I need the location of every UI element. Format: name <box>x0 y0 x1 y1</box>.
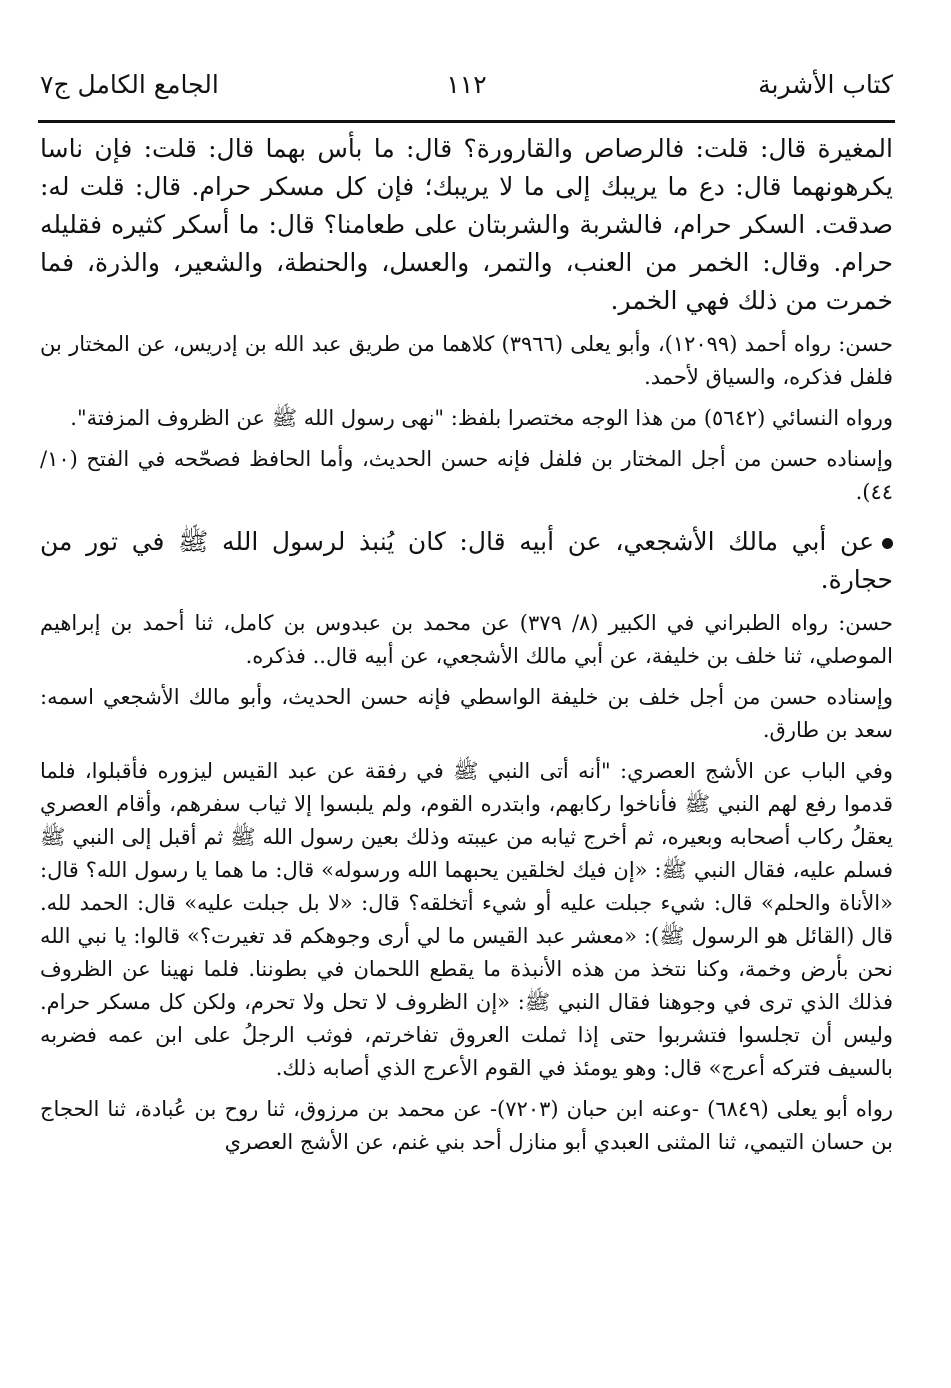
takhrij-paragraph: رواه أبو يعلى (٦٨٤٩) -وعنه ابن حبان (٧٢٠٣)- عن محمد بن مرزوق، ثنا روح بن عُبادة، ثنا الحجاج بن حسان التيمي، ثنا المثنى العبدي أبو منازل أحد بني غنم، عن الأشج العصري <box>40 1097 894 1154</box>
header-rule <box>38 120 895 123</box>
main-text-paragraph: المغيرة قال: قلت: فالرصاص والقارورة؟ قال: ما بأس بهما قال: قلت: فإن ناسا يكرهونهما قال: دع ما يريبك إلى ما لا يريبك؛ فإن كل مسكر حرام. قال: قلت له: صدقت. السكر حرام، فالشربة والشربتان على طعامنا؟ قال: ما أسكر كثيره فقليله حرام. وقال: الخمر من العنب، والتمر، والعسل، والحنطة، والشعير، والذرة، فما خمرت من ذلك فهي الخمر. <box>40 134 893 315</box>
header-book-title: كتاب الأشربة <box>758 70 893 99</box>
takhrij-paragraph: وإسناده حسن من أجل المختار بن فلفل فإنه حسن الحديث، وأما الحافظ فصحّحه في الفتح (١٠/ ٤٤). <box>40 447 893 504</box>
takhrij-paragraph: حسن: رواه أحمد (١٢٠٩٩)، وأبو يعلى (٣٩٦٦) كلاهما من طريق عبد الله بن إدريس، عن المختار بن فلفل فذكره، والسياق لأحمد. <box>40 332 894 389</box>
takhrij-paragraph: وإسناده حسن من أجل خلف بن خليفة الواسطي فإنه حسن الحديث، وأبو مالك الأشجعي اسمه: سعد بن طارق. <box>40 685 893 742</box>
page-body <box>40 130 893 1159</box>
chapter-note-paragraph: وفي الباب عن الأشج العصري: "أنه أتى النبي ﷺ في رفقة عن عبد القيس ليزوره فأقبلوا، فلما قدموا رفع لهم النبي ﷺ فأناخوا ركابهم، وابتدره القوم، ولم يلبسوا إلا ثياب سفرهم، وأقام العصري يعقلُ ركاب أصحابه وبعيره، ثم أخرج ثيابه من عيبته وذلك بعين رسول الله ﷺ ثم أقبل إلى النبي ﷺ فسلم عليه، فقال النبي ﷺ: «إن فيك لخلقين يحبهما الله ورسوله» قال: ما هما يا رسول الله؟ قال: «الأناة والحلم» قال: شيء جبلت عليه أو شيء أتخلقه؟ قال: «لا بل جبلت عليه» قال: الحمد لله. قال (القائل هو الرسول ﷺ): «معشر عبد القيس ما لي أرى وجوهكم قد تغيرت؟» قالوا: يا نبي الله نحن بأرض وخمة، وكنا نتخذ من هذه الأنبذة ما يقطع اللحمان في بطوننا. فلما نهينا عن الظروف فذلك الذي ترى في وجوهنا فقال النبي ﷺ: «إن الظروف لا تحل ولا تحرم، ولكن كل مسكر حرام. وليس أن تجلسوا فتشربوا حتى إذا ثملت العروق تفاخرتم، فوثب الرجلُ على ابن عمه فضربه بالسيف فتركه أعرج» قال: وهو يومئذ في القوم الأعرج الذي أصابه ذلك. <box>40 759 893 1080</box>
bullet-icon <box>882 538 893 549</box>
header-volume-title: الجامع الكامل ج٧ <box>40 70 219 99</box>
takhrij-paragraph: حسن: رواه الطبراني في الكبير (٨/ ٣٧٩) عن محمد بن عبدوس بن كامل، ثنا أحمد بن إبراهيم الموصلي، ثنا خلف بن خليفة، عن أبي مالك الأشجعي، عن أبيه قال.. فذكره. <box>40 611 893 668</box>
takhrij-paragraph: ورواه النسائي (٥٦٤٢) من هذا الوجه مختصرا بلفظ: "نهى رسول الله ﷺ عن الظروف المزفتة". <box>70 406 893 430</box>
page-header <box>40 64 893 104</box>
hadith-paragraph: عن أبي مالك الأشجعي، عن أبيه قال: كان يُنبذ لرسول الله ﷺ في تور من حجارة. <box>40 527 893 594</box>
page-number: ١١٢ <box>446 70 487 99</box>
